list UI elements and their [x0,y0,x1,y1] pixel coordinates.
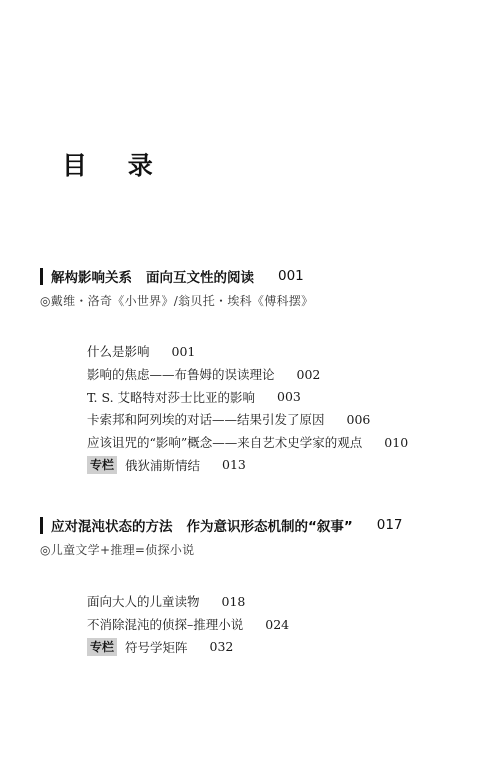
section-title: 解构影响关系 [51,270,132,286]
entry-list-1 [87,340,487,476]
entry-page-number: 013 [222,457,246,473]
entry-page-number: 024 [265,616,290,632]
section-subtitle: 作为意识形态机制的“叙事” [186,519,353,535]
toc-column-entry[interactable] [87,453,487,476]
section-1 [40,266,480,309]
entry-page-number: 006 [346,411,371,427]
entry-title: 影响的焦虑——布鲁姆的误读理论 [87,367,275,383]
entry-page-number: 018 [221,593,246,609]
entry-title: T. S. 艾略特对莎士比亚的影响 [87,389,256,405]
toc-entry[interactable] [87,385,487,408]
section-marker-bar [40,517,43,534]
entry-page-number: 001 [171,343,196,359]
toc-column-entry[interactable] [87,635,487,658]
entry-page-number: 032 [209,639,234,655]
section-note: ◎儿童文学+推理=侦探小说 [40,543,195,557]
entry-title: 应该诅咒的“影响”概念——来自艺术史学家的观点 [87,435,363,451]
entry-title: 卡索邦和阿列埃的对话——结果引发了原因 [87,412,325,428]
entry-page-number: 003 [277,389,301,405]
section-2 [40,515,480,558]
entry-page-number: 010 [384,434,409,450]
toc-entry[interactable] [87,340,487,363]
column-tag-badge: 专栏 [87,638,117,656]
toc-entry[interactable] [87,363,487,386]
entry-title: 什么是影响 [87,344,150,360]
entry-page-number: 002 [296,366,321,382]
toc-entry[interactable] [87,590,487,613]
section-marker-bar [40,268,43,285]
entry-title: 不消除混沌的侦探–推理小说 [87,617,244,633]
section-page-number: 001 [278,268,304,284]
entry-title: 符号学矩阵 [125,639,188,655]
section-page-number: 017 [376,517,403,533]
section-title: 应对混沌状态的方法 [51,519,173,535]
entry-list-2 [87,590,487,658]
page-title: 目 录 [62,151,169,180]
section-subtitle: 面向互文性的阅读 [146,270,254,286]
column-tag-badge: 专栏 [87,456,117,474]
toc-entry[interactable] [87,613,487,636]
section-note: ◎戴维・洛奇《小世界》/翁贝托・埃科《傅科摆》 [40,294,314,308]
entry-title: 面向大人的儿童读物 [87,594,200,610]
section-heading[interactable] [40,515,480,535]
toc-entry[interactable] [87,431,487,454]
toc-entry[interactable] [87,408,487,431]
entry-title: 俄狄浦斯情结 [125,457,201,473]
section-heading[interactable] [40,266,480,286]
